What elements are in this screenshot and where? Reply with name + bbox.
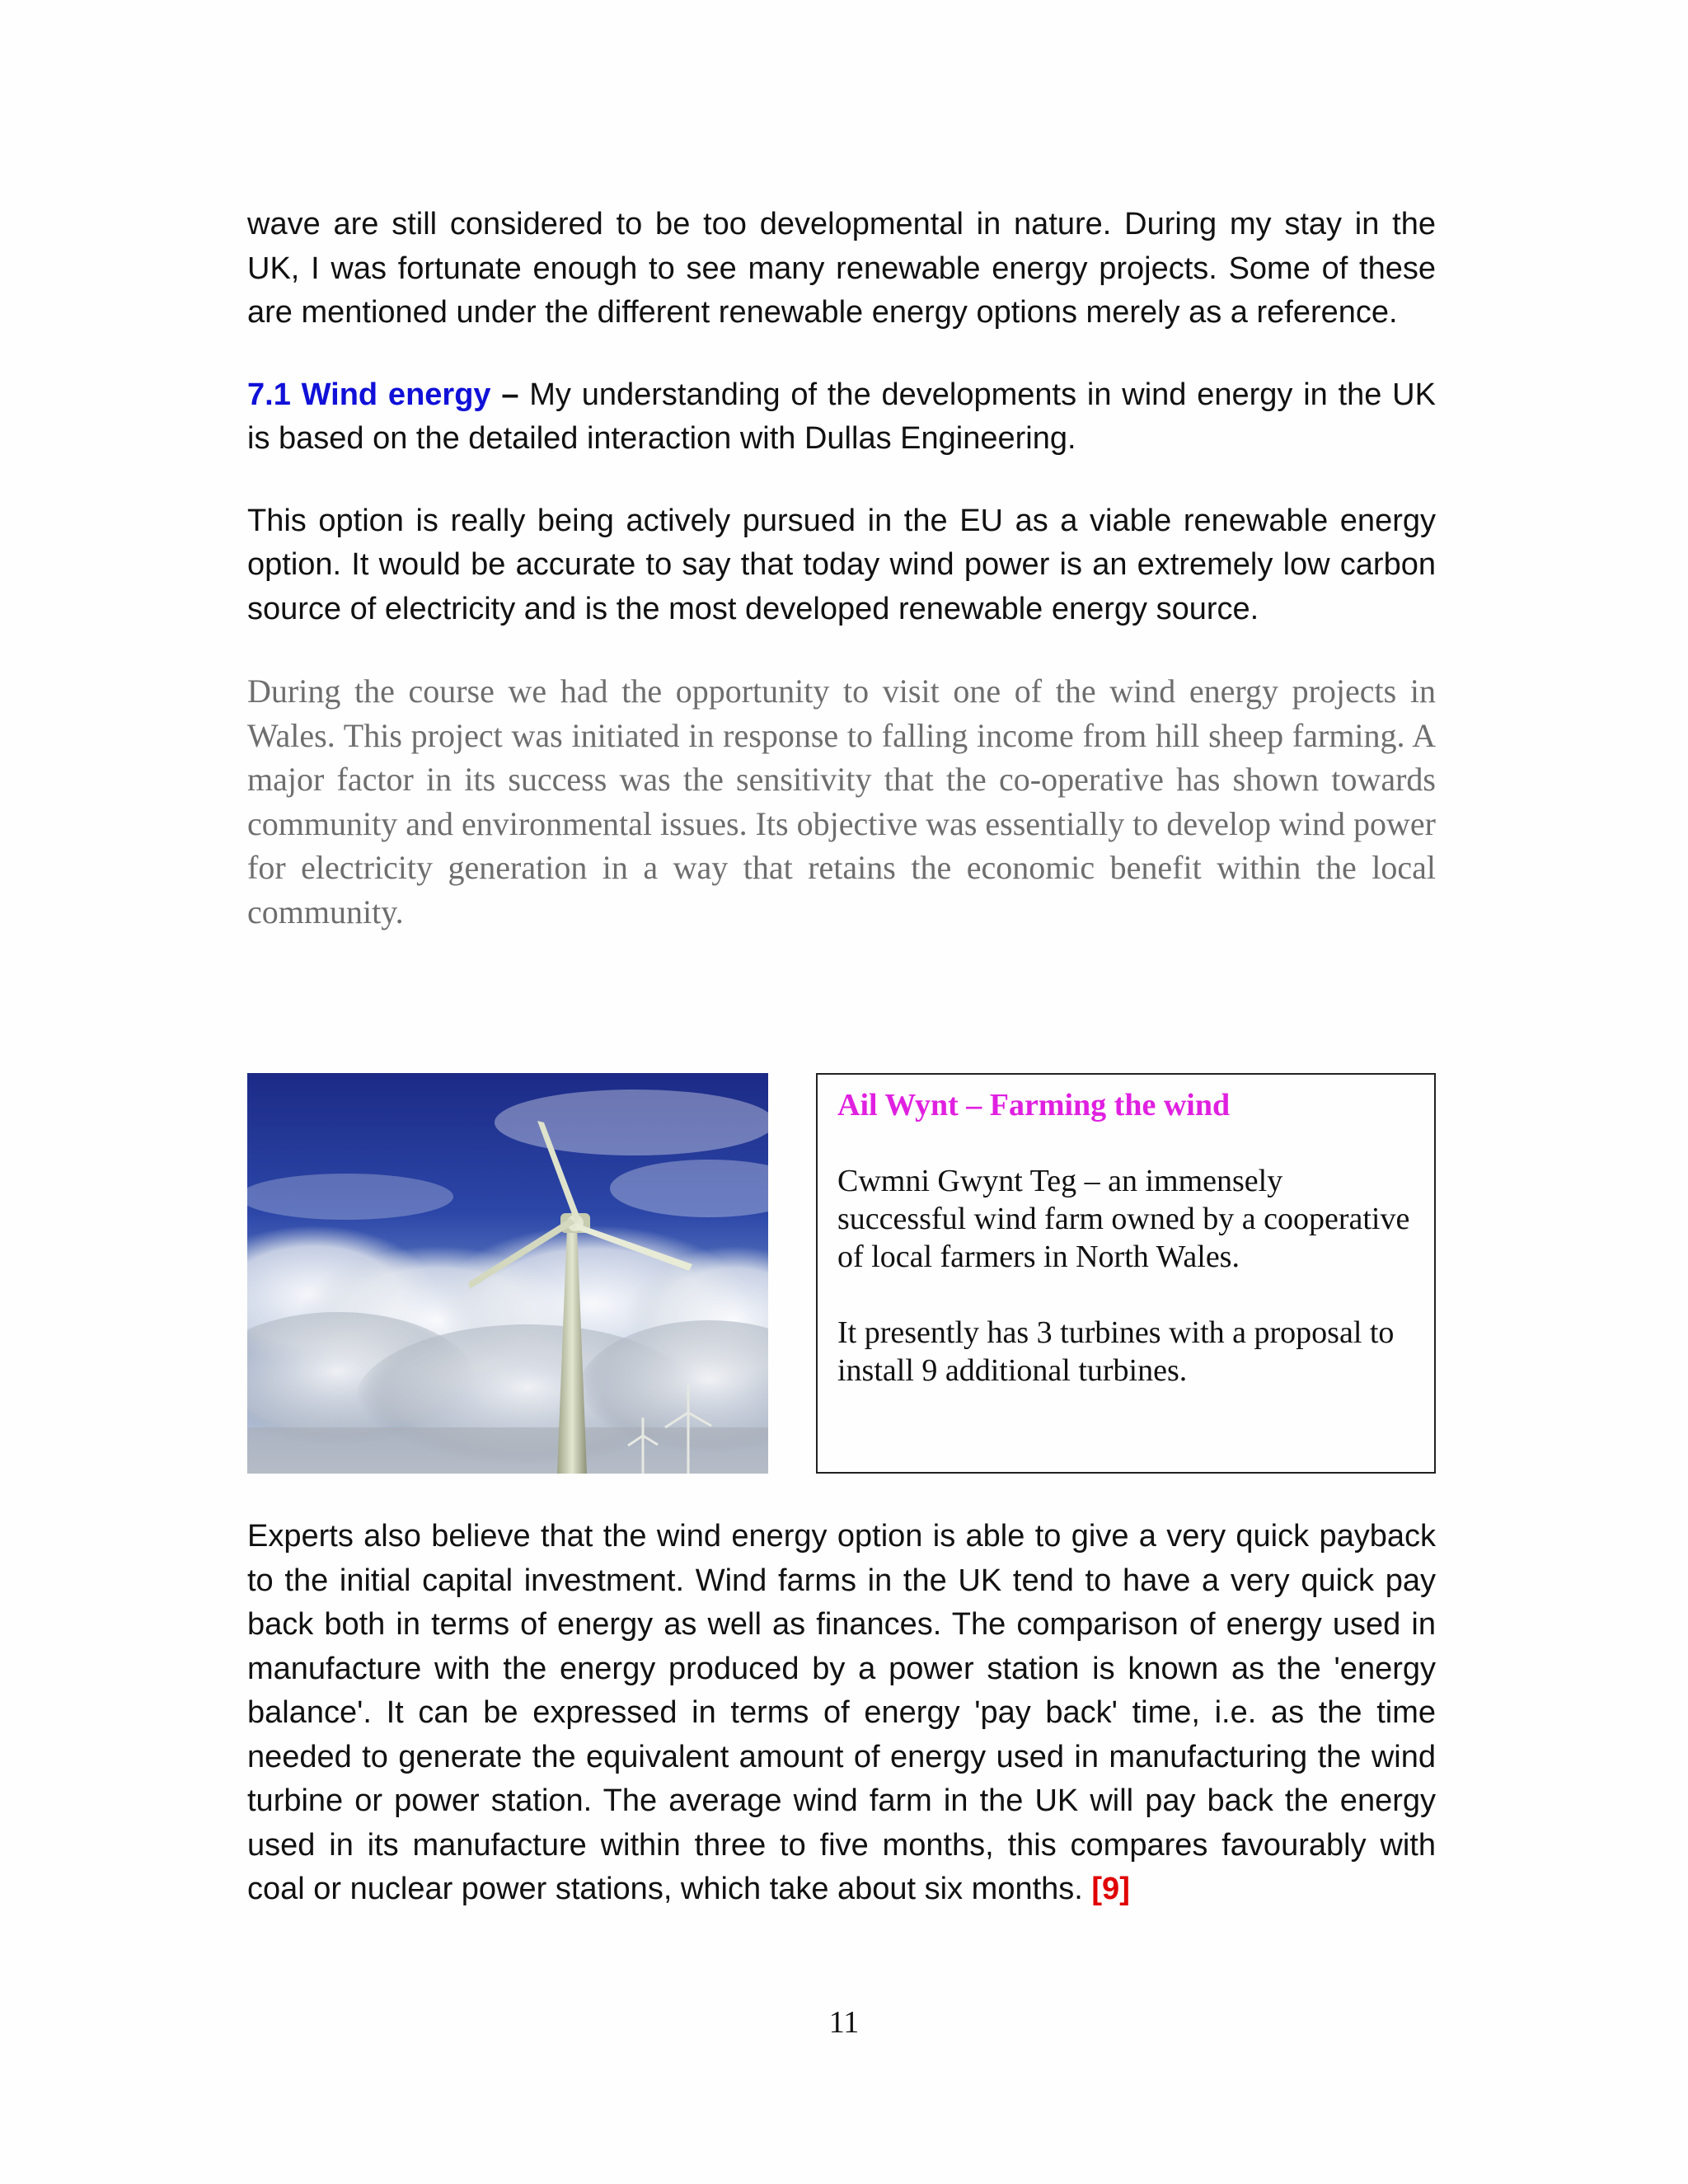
callout-box bbox=[816, 1073, 1436, 1474]
wind-intro-text: My understanding of the developments in wind energy in the UK is based on the detailed interaction with Dullas Engineering. bbox=[247, 377, 1436, 456]
paragraph-payback bbox=[247, 1515, 1436, 1912]
body-text-top bbox=[247, 203, 1436, 934]
paragraph-wales-visit: During the course we had the opportunity to visit one of the wind energy projects in Wales. This project was initiated in response to falling income from hill sheep farming. A major factor in its success was the sensitivity that the co-operative has shown towards community and environmental issues. Its objective was essentially to develop wind power for electricity generation in a way that retains the economic benefit within the local community. bbox=[247, 673, 1436, 930]
paragraph-intro: wave are still considered to be too developmental in nature. During my stay in the UK, I was fortunate enough to see many renewable energy projects. Some of these are mentioned under the different renewable energy options merely as a reference. bbox=[247, 207, 1436, 330]
section-heading-wind-energy: 7.1 Wind energy bbox=[247, 377, 491, 412]
payback-text: Experts also believe that the wind energy option is able to give a very quick payback to the initial capital investment. Wind farms in the UK tend to have a very quick pay back both in terms of energy as well as finances. The comparison of energy used in manufacture with the energy produced by a power station is known as the 'energy balance'. It can be expressed in terms of energy 'pay back' time, i.e. as the time needed to generate the equivalent amount of energy used in manufacturing the wind turbine or power station. The average wind farm in the UK will pay back the energy used in its manufacture within three to five months, this compares favourably with coal or nuclear power stations, which take about six months. bbox=[247, 1519, 1436, 1906]
figure-row bbox=[247, 1073, 1436, 1474]
reference-marker: [9] bbox=[1091, 1872, 1130, 1906]
paragraph-eu-option: This option is really being actively pursued in the EU as a viable renewable energy option. It would be accurate to say that today wind power is an extremely low carbon source of electricity and is the most developed renewable energy source. bbox=[247, 503, 1436, 626]
paragraph-wind-energy bbox=[247, 373, 1436, 462]
page-number: 11 bbox=[828, 2005, 860, 2040]
callout-body-turbines: It presently has 3 turbines with a proposal to install 9 additional turbines. bbox=[837, 1315, 1395, 1388]
callout-title: Ail Wynt – Farming the wind bbox=[837, 1088, 1231, 1122]
heading-dash: – bbox=[490, 377, 519, 412]
body-text-bottom bbox=[247, 1515, 1436, 1912]
callout-body-farm: Cwmni Gwynt Teg – an immensely successful wind farm owned by a cooperative of local farmers in North Wales. bbox=[837, 1164, 1410, 1274]
wind-turbine-photo bbox=[247, 1073, 768, 1474]
